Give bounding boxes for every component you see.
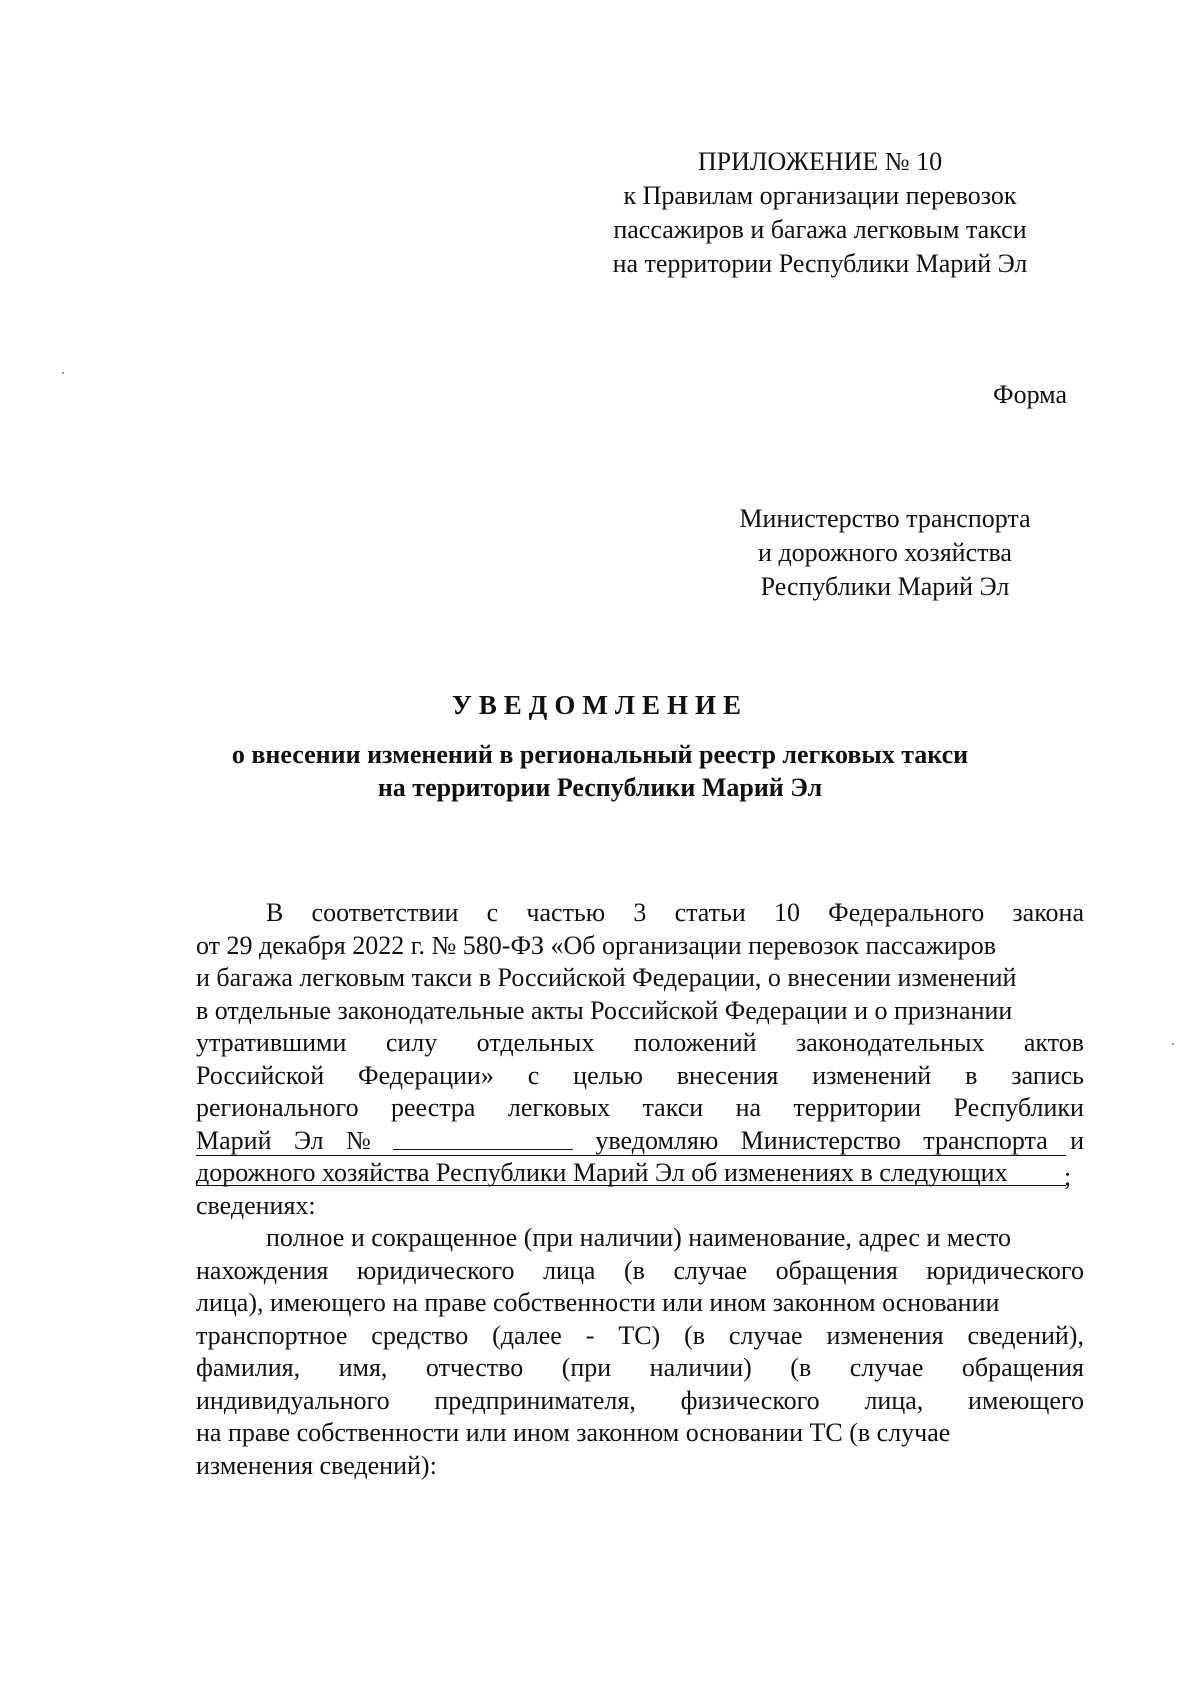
body-word: случае [673,1255,748,1285]
body-word: в отдельные законодательные акты Российской Федерации и о признании [196,995,1013,1025]
body-word: (при [561,1353,612,1382]
body-word: Федерации» [358,1060,494,1090]
body-word: транспортное [196,1320,348,1350]
body-word: физического [680,1385,820,1415]
body-word: и багажа легковым такси в Российской Федерации, о внесении изменений [196,963,1017,992]
body-word: актов [1023,1028,1084,1057]
body-line [196,930,1084,963]
body-line [196,1027,1084,1060]
body-word: сведениях: [196,1190,316,1220]
body-word: изменения сведений): [196,1450,437,1480]
appendix-number: ПРИЛОЖЕНИЕ № 10 [697,147,943,176]
body-word: Российской [196,1060,325,1090]
body-word: (в [790,1353,812,1382]
registry-number-blank[interactable] [393,1125,573,1150]
body-word: 10 [773,898,800,927]
body-line [196,1320,1084,1353]
body-word: Эл [293,1125,324,1155]
body-word: обращения [775,1255,898,1285]
body-word: изменений [812,1060,932,1090]
body-word: В [266,898,284,927]
body-line [196,1255,1084,1288]
body-word: случае [728,1320,803,1350]
addressee-block [720,502,1050,604]
body-word: соответствии [311,898,459,927]
appendix-line: к Правилам организации перевозок [623,181,1017,210]
body-word: сведений), [967,1320,1084,1350]
scan-speck [62,372,64,374]
body-word: индивидуального [196,1385,390,1415]
body-word: имеющего [968,1385,1084,1415]
body-word: лица, [864,1385,924,1415]
body-word: Республики [953,1093,1084,1122]
body-line [196,1352,1084,1385]
body-line [196,995,1084,1028]
body-word: закона [1012,898,1084,927]
body-word: Марий [196,1125,272,1155]
body-word: на праве собственности или ином законном основании ТС (в случае [196,1418,951,1447]
body-word: (в [623,1255,645,1285]
body-word: статьи [674,898,746,927]
body-word: - [585,1320,595,1350]
body-word: Министерство [740,1125,901,1155]
body-word: наличии) [649,1353,752,1382]
body-word: имя, [338,1353,388,1382]
body-word: средство [371,1320,469,1350]
body-word: реестра [390,1093,476,1122]
body-word: юридического [926,1255,1084,1285]
body-word: на [735,1093,762,1122]
fill-in-line[interactable] [196,1185,1066,1186]
appendix-line: на территории Республики Марий Эл [612,249,1028,278]
form-label: Форма [993,380,1067,409]
document-subtitle [0,738,1200,804]
body-word: лица), имеющего на праве собственности или ином законном основании [196,1288,1000,1317]
body-word: предпринимателя, [434,1385,636,1415]
body-word: лица [543,1255,596,1285]
body-line [196,1060,1084,1093]
body-word: с [527,1060,540,1090]
addressee-line: Министерство транспорта [739,504,1031,533]
body-word: уведомляю [595,1125,719,1155]
body-word: территории [793,1093,922,1122]
body-word: юридического [356,1255,515,1285]
body-word: (в [684,1320,706,1350]
body-word: обращения [961,1353,1084,1382]
body-word: случае [849,1353,924,1382]
subtitle-line: на территории Республики Марий Эл [377,773,823,802]
body-line [196,1450,1084,1483]
body-word: изменения [826,1320,944,1350]
body-word: запись [1011,1060,1084,1090]
body-word: № [345,1125,371,1155]
body-word: дорожного хозяйства Республики Марий Эл об изменениях в следующих [196,1158,1008,1187]
body-word: с [486,898,499,927]
body-line [196,1287,1084,1320]
body-line [196,1222,1084,1255]
body-word: ТС) [618,1320,661,1350]
body-line [196,1385,1084,1418]
body-word: от 29 декабря 2022 г. № 580-ФЗ «Об организации перевозок пассажиров [196,930,996,960]
notice-body [196,897,1084,1482]
body-line [196,1417,1084,1450]
body-word: Федерального [828,898,985,927]
body-word: силу [385,1028,438,1057]
body-word: в [965,1060,978,1090]
body-line [196,897,1084,930]
document-title: УВЕДОМЛЕНИЕ [451,690,749,720]
body-word: 3 [633,898,647,927]
body-word: внесения [676,1060,779,1090]
body-word: транспорта [923,1125,1048,1155]
body-word: легковых [507,1093,611,1122]
body-word: такси [642,1093,704,1122]
body-word: отдельных [476,1028,595,1057]
body-word: положений [633,1028,757,1057]
body-word: фамилия, [196,1353,301,1382]
body-word: частью [526,898,606,927]
body-word: (далее [492,1320,562,1350]
appendix-line: пассажиров и багажа легковым такси [613,215,1027,244]
body-line [196,962,1084,995]
body-word: утратившими [196,1028,347,1057]
body-word: целью [573,1060,643,1090]
body-word: и [1070,1125,1084,1155]
subtitle-line: о внесении изменений в региональный реестр легковых такси [231,740,969,769]
body-line [196,1092,1084,1125]
appendix-header [600,145,1040,281]
scan-speck [1172,1043,1174,1045]
body-word: отчество [425,1353,524,1382]
fill-in-line[interactable] [196,1155,1066,1156]
body-word: нахождения [196,1255,329,1285]
body-word: полное и сокращенное (при наличии) наименование, адрес и место [266,1223,1012,1252]
end-mark: ; [1064,1162,1072,1191]
body-word: регионального [196,1093,359,1122]
body-line [196,1190,1084,1223]
addressee-line: и дорожного хозяйства [758,538,1012,567]
body-word: законодательных [795,1028,985,1057]
registry-number-line [196,1125,1084,1158]
addressee-line: Республики Марий Эл [760,572,1010,601]
